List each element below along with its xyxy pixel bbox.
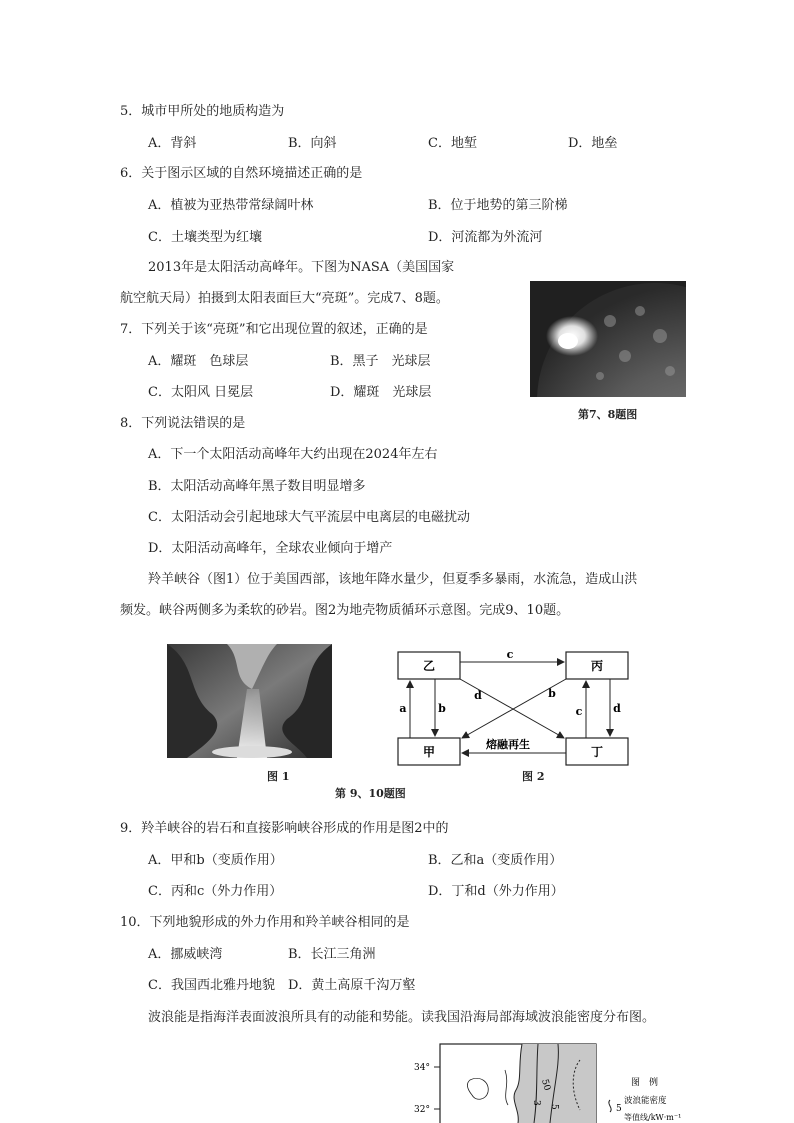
label-d-cross: d (474, 689, 482, 702)
sun-flare-photo (530, 281, 686, 397)
fig78-caption: 第7、8题图 (578, 408, 638, 421)
q10-option-c: C．我国西北雅丹地貌 (148, 978, 275, 993)
q7-stem: 7．下列关于该“亮斑”和它出现位置的叙述，正确的是 (120, 322, 428, 337)
wave-energy-map (410, 1040, 730, 1123)
q8-option-d: D．太阳活动高峰年，全球农业倾向于增产 (148, 541, 393, 556)
label-b-left: b (438, 702, 446, 715)
q10-option-b: B．长江三角洲 (288, 947, 376, 962)
q5-option-c: C．地堑 (428, 136, 477, 151)
intro-wave: 波浪能是指海洋表面波浪所具有的动能和势能。读我国沿海局部海域波浪能密度分布图。 (148, 1010, 656, 1025)
q5-option-d: D．地垒 (568, 136, 618, 151)
q9-option-d: D．丁和d（外力作用） (428, 884, 564, 899)
rock-cycle-diagram (390, 645, 640, 771)
q7-option-a: A．耀斑 色球层 (148, 354, 249, 369)
legend-value: 5 (616, 1104, 622, 1114)
q7-option-b: B．黑子 光球层 (330, 354, 431, 369)
q8-option-b: B．太阳活动高峰年黑子数目明显增多 (148, 479, 366, 494)
box-ding-label: 丁 (590, 745, 604, 759)
q8-option-c: C．太阳活动会引起地球大气平流层中电离层的电磁扰动 (148, 510, 470, 525)
legend-isoline-symbol (609, 1100, 611, 1112)
q6-option-d: D．河流都为外流河 (428, 230, 543, 245)
box-bing-label: 丙 (590, 659, 604, 673)
q5-stem: 5．城市甲所处的地质构造为 (120, 104, 285, 119)
q10-stem: 10．下列地貌形成的外力作用和羚羊峡谷相同的是 (120, 915, 410, 930)
box-ding (566, 738, 628, 765)
box-yi (398, 652, 460, 679)
iso-label-3: 3 (531, 1100, 541, 1106)
intro78-line2: 航空航天局）拍摄到太阳表面巨大“亮斑”。完成7、8题。 (120, 291, 449, 306)
legend-line1: 波浪能密度 (624, 1096, 667, 1106)
legend-title: 图 例 (631, 1078, 659, 1088)
q6-option-b: B．位于地势的第三阶梯 (428, 198, 568, 213)
box-jia-label: 甲 (422, 745, 436, 759)
fig1-label: 图 1 (267, 770, 290, 783)
label-d-right: d (613, 702, 621, 715)
iso-label-50: 50 (539, 1078, 552, 1092)
label-remelt: 熔融再生 (486, 738, 530, 751)
intro78-line1: 2013年是太阳活动高峰年。下图为NASA（美国国家 (148, 260, 455, 275)
label-c-right: c (575, 705, 583, 718)
q6-option-a: A．植被为亚热带常绿阔叶林 (148, 198, 314, 213)
q9-stem: 9．羚羊峡谷的岩石和直接影响峡谷形成的作用是图2中的 (120, 821, 449, 836)
fig2-label: 图 2 (522, 770, 545, 783)
canyon-image (167, 644, 332, 758)
q9-option-a: A．甲和b（变质作用） (148, 853, 283, 868)
sun-image (530, 281, 686, 397)
q6-option-c: C．土壤类型为红壤 (148, 230, 262, 245)
q5-option-a: A．背斜 (148, 136, 197, 151)
label-a: a (399, 702, 407, 715)
q5-option-b: B．向斜 (288, 136, 337, 151)
q10-option-a: A．挪威峡湾 (148, 947, 223, 962)
label-b-cross: b (548, 687, 556, 700)
box-yi-label: 乙 (422, 659, 436, 673)
q8-option-a: A．下一个太阳活动高峰年大约出现在2024年左右 (148, 447, 438, 462)
label-c-top: c (506, 648, 514, 661)
box-bing (566, 652, 628, 679)
intro910-line1: 羚羊峡谷（图1）位于美国西部，该地年降水量少，但夏季多暴雨，水流急，造成山洪 (148, 572, 638, 587)
q9-option-c: C．丙和c（外力作用） (148, 884, 283, 899)
q7-option-d: D．耀斑 光球层 (330, 385, 432, 400)
box-jia (398, 738, 460, 765)
lat-32: 32° (414, 1105, 430, 1115)
q10-option-d: D．黄土高原千沟万壑 (288, 978, 416, 993)
fig910-caption: 第 9、10题图 (335, 787, 406, 800)
q9-option-b: B．乙和a（变质作用） (428, 853, 563, 868)
legend-line2: 等值线/kW·m⁻¹ (624, 1113, 682, 1122)
iso-label-5: 5 (549, 1104, 559, 1110)
intro910-line2: 频发。峡谷两侧多为柔软的砂岩。图2为地壳物质循环示意图。完成9、10题。 (120, 603, 570, 618)
q8-stem: 8．下列说法错误的是 (120, 416, 246, 431)
q6-stem: 6．关于图示区域的自然环境描述正确的是 (120, 166, 363, 181)
lat-34: 34° (414, 1063, 430, 1073)
q7-option-c: C．太阳风 日冕层 (148, 385, 254, 400)
canyon-photo (167, 644, 332, 758)
